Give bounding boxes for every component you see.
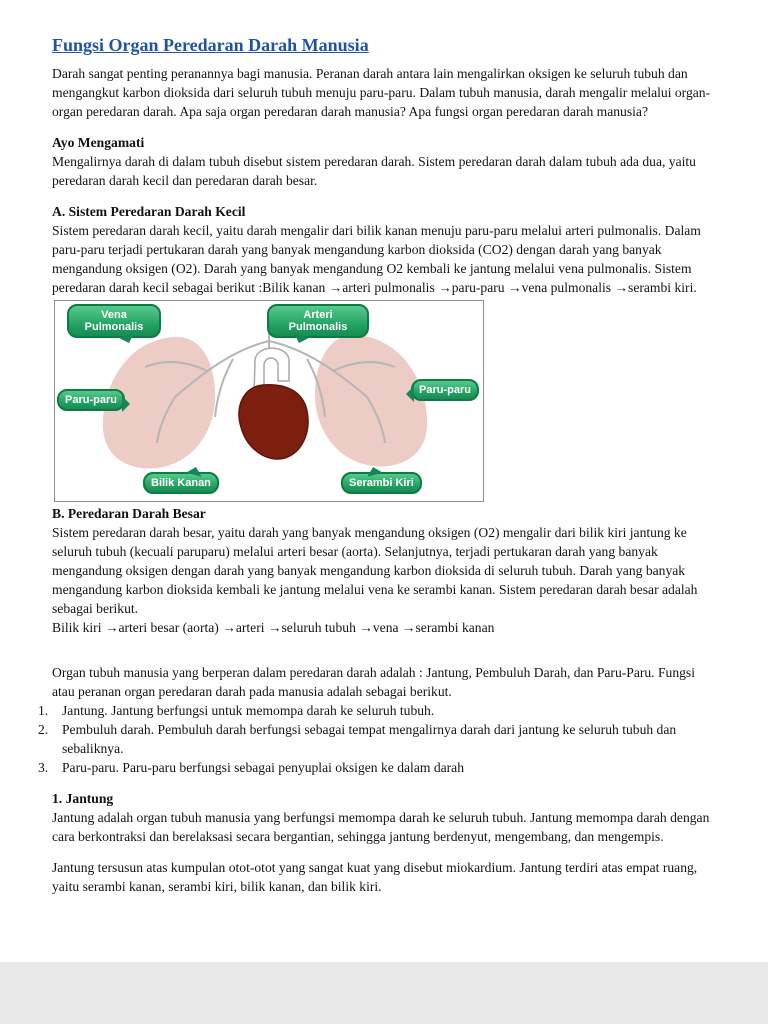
list-item-number: 3. <box>38 760 49 775</box>
label-paru-paru-right: Paru-paru <box>411 379 479 401</box>
list-item-number: 1. <box>38 703 49 718</box>
organ-paragraph: Organ tubuh manusia yang berperan dalam peredaran darah adalah : Jantung, Pembuluh Darah, dan Paru-Paru. Fungsi atau peranan organ peredaran darah pada manusia adalah sebagai berikut. <box>52 665 695 699</box>
circulation-diagram <box>54 300 484 502</box>
intro-paragraph: Darah sangat penting peranannya bagi manusia. Peranan darah antara lain mengalirkan oksigen ke seluruh tubuh dan mengangkut karbon dioksida dari seluruh tubuh menuju paru-paru. Dalam tubuh manusia, darah mengalir melalui organ-organ peredaran darah. Apa saja organ peredaran darah manusia? Apa fungsi organ peredaran darah manusia? <box>52 66 711 119</box>
organ-function-list <box>38 701 716 777</box>
list-item <box>38 701 716 720</box>
section-a-paragraph: Sistem peredaran darah kecil, yaitu darah mengalir dari bilik kanan menuju paru-paru melalui arteri pulmonalis. Dalam paru-paru terjadi pertukaran darah yang banyak mengandung karbon dioksida (CO2) dengan darah yang banyak mengandung oksigen (O2). Darah yang banyak mengandung O2 kembali ke jantung melalui vena pulmonalis. Sistem peredaran darah kecil sebagai berikut :Bilik kanan →arteri pulmonalis →paru-paru →vena pulmonalis →serambi kiri. <box>52 223 701 295</box>
list-item-text: Pembuluh darah. Pembuluh darah berfungsi sebagai tempat mengalirnya darah dari jantung ke seluruh tubuh dan sebaliknya. <box>62 722 677 756</box>
page-title: Fungsi Organ Peredaran Darah Manusia <box>52 35 369 55</box>
list-item-number: 2. <box>38 722 49 737</box>
section-b-paragraph: Sistem peredaran darah besar, yaitu darah yang banyak mengandung oksigen (O2) mengalir dari bilik kiri jantung ke seluruh tubuh (kecuali paruparu) melalui arteri besar (aorta). Selanjutnya, terjadi pertukaran darah yang banyak mengandung oksigen dengan darah yang banyak mengandung karbon dioksida di seluruh tubuh. Darah yang banyak mengandung karbon dioksida kembali ke jantung melalui vena ke serambi kanan. Sistem peredaran darah besar adalah sebagai berikut. <box>52 525 698 616</box>
label-vena-pulmonalis: Vena Pulmonalis <box>67 304 161 338</box>
list-item-text: Jantung. Jantung berfungsi untuk memompa darah ke seluruh tubuh. <box>62 703 435 718</box>
list-item-text: Paru-paru. Paru-paru berfungsi sebagai penyuplai oksigen ke dalam darah <box>62 760 465 775</box>
heading-ayo-mengamati: Ayo Mengamati <box>52 135 145 150</box>
heading-section-b: B. Peredaran Darah Besar <box>52 506 206 521</box>
list-item <box>38 720 716 758</box>
jantung-paragraph-2: Jantung tersusun atas kumpulan otot-otot yang sangat kuat yang disebut miokardium. Jantung terdiri atas empat ruang, yaitu serambi kanan, serambi kiri, bilik kanan, dan bilik kiri. <box>52 860 698 894</box>
jantung-paragraph-1: Jantung adalah organ tubuh manusia yang berfungsi memompa darah ke seluruh tubuh. Jantung memompa darah dengan cara berkontraksi dan berelaksasi secara bergantian, sehingga jantung berdenyut, mengembang, dan mengempis. <box>52 810 710 844</box>
heading-section-a: A. Sistem Peredaran Darah Kecil <box>52 204 246 219</box>
label-arteri-pulmonalis: Arteri Pulmonalis <box>267 304 369 338</box>
heading-jantung: 1. Jantung <box>52 791 114 806</box>
label-bilik-kanan: Bilik Kanan <box>143 472 219 494</box>
label-serambi-kiri: Serambi Kiri <box>341 472 422 494</box>
label-paru-paru-left: Paru-paru <box>57 389 125 411</box>
list-item <box>38 758 716 777</box>
section-b-flow-line: Bilik kiri →arteri besar (aorta) →arteri →seluruh tubuh →vena →serambi kanan <box>52 620 495 635</box>
ayo-paragraph: Mengalirnya darah di dalam tubuh disebut sistem peredaran darah. Sistem peredaran darah dalam tubuh ada dua, yaitu peredaran darah kecil dan peredaran darah besar. <box>52 154 696 188</box>
